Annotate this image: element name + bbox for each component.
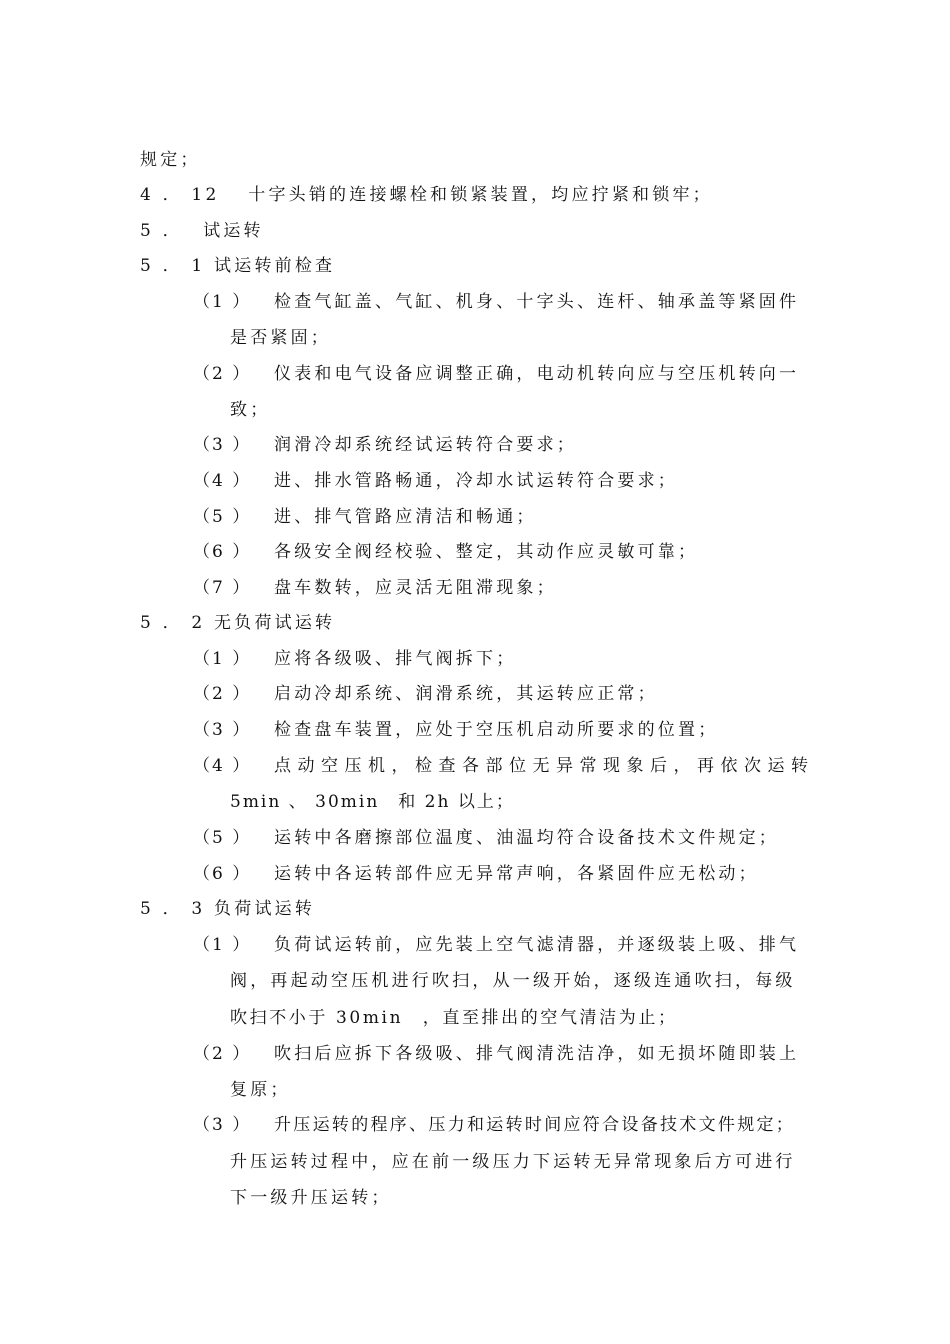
item-number: （6 ） (193, 864, 252, 884)
item-text: 润滑冷却系统经试运转符合要求； (274, 435, 577, 455)
item-number: （3 ） (193, 720, 252, 740)
item-text: 启动冷却系统、润滑系统，其运转应正常； (274, 684, 658, 704)
item-continuation: 是否紧固； (230, 328, 331, 348)
item-continuation: 5min 、 30min 和 2h 以上； (230, 792, 515, 812)
item-number: （4 ） (193, 756, 252, 776)
item-number: （1 ） (193, 935, 252, 955)
item-text: 运转中各磨擦部位温度、油温均符合设备技术文件规定； (274, 828, 779, 848)
item-number: （3 ） (193, 1115, 252, 1135)
item-text: 检查盘车装置，应处于空压机启动所要求的位置； (274, 720, 719, 740)
item-text: 升压运转的程序、压力和运转时间应符合设备技术文件规定； (274, 1115, 796, 1135)
item-number: （4 ） (193, 471, 252, 491)
item-number: （5 ） (193, 828, 252, 848)
item-text: 应将各级吸、排气阀拆下； (274, 649, 517, 669)
section-4-12: 4 ． 12 十字头销的连接螺栓和锁紧装置，均应拧紧和锁牢； (140, 185, 713, 205)
section-5-2-heading: 5 ． 2 无负荷试运转 (140, 613, 336, 633)
item-text: 吹扫后应拆下各级吸、排气阀清洗洁净，如无损坏随即装上 (274, 1044, 800, 1064)
item-number: （1 ） (193, 649, 252, 669)
item-number: （5 ） (193, 507, 252, 527)
item-continuation: 吹扫不小于 30min ，直至排出的空气清洁为止； (230, 1008, 678, 1028)
section-5-heading: 5 ． 试运转 (140, 221, 264, 241)
item-number: （1 ） (193, 292, 252, 312)
item-continuation: 下一级升压运转； (230, 1188, 392, 1208)
item-text: 盘车数转，应灵活无阻滞现象； (274, 578, 557, 598)
item-number: （2 ） (193, 364, 252, 384)
item-number: （7 ） (193, 578, 252, 598)
item-text: 运转中各运转部件应无异常声响，各紧固件应无松动； (274, 864, 759, 884)
item-text: 进、排气管路应清洁和畅通； (274, 507, 537, 527)
section-5-3-heading: 5 ． 3 负荷试运转 (140, 899, 316, 919)
item-number: （2 ） (193, 1044, 252, 1064)
paragraph-line: 规定； (140, 150, 201, 170)
item-text: 仪表和电气设备应调整正确，电动机转向应与空压机转向一 (274, 364, 800, 384)
item-text: 负荷试运转前，应先装上空气滤清器，并逐级装上吸、排气 (274, 935, 800, 955)
item-text: 点动空压机，检查各部位无异常现象后，再依次运转 (274, 756, 815, 776)
item-text: 检查气缸盖、气缸、机身、十字头、连杆、轴承盖等紧固件 (274, 292, 800, 312)
item-text: 各级安全阀经校验、整定，其动作应灵敏可靠； (274, 542, 699, 562)
item-number: （2 ） (193, 684, 252, 704)
item-continuation: 复原； (230, 1080, 291, 1100)
item-number: （3 ） (193, 435, 252, 455)
item-text: 进、排水管路畅通，冷却水试运转符合要求； (274, 471, 678, 491)
item-number: （6 ） (193, 542, 252, 562)
item-continuation: 升压运转过程中，应在前一级压力下运转无异常现象后方可进行 (230, 1152, 796, 1172)
item-continuation: 阀，再起动空压机进行吹扫，从一级开始，逐级连通吹扫，每级 (230, 971, 796, 991)
item-continuation: 致； (230, 400, 271, 420)
section-5-1-heading: 5 ． 1 试运转前检查 (140, 256, 336, 276)
